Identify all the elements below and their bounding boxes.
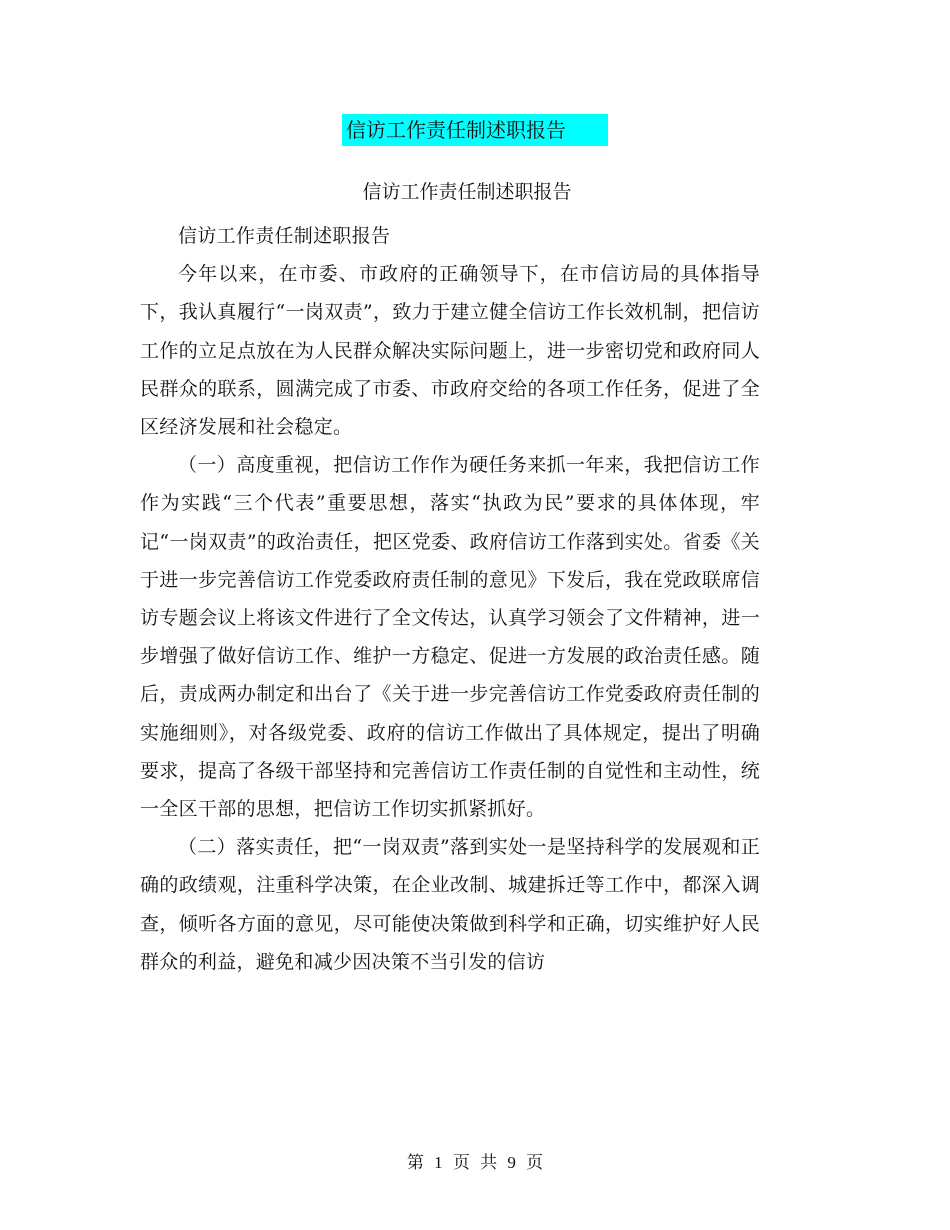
page-footer: 第 1 页 共 9 页 xyxy=(406,1153,544,1172)
document-subtitle: 信访工作责任制述职报告 xyxy=(362,181,572,203)
paragraph-intro: 今年以来，在市委、市政府的正确领导下，在市信访局的具体指导下，我认真履行“一岗双责”，致力于建立健全信访工作长效机制，把信访工作的立足点放在为人民群众解决实际问题上，进一步密切党和政府同人民群众的联系，圆满完成了市委、市政府交给的各项工作任务，促进了全区经济发展和社会稳定。 xyxy=(140,263,760,439)
document-title xyxy=(0,114,950,146)
paragraph-section-2: （二）落实责任，把“一岗双责”落到实处一是坚持科学的发展观和正确的政绩观，注重科学决策，在企业改制、城建拆迁等工作中，都深入调查，倾听各方面的意见，尽可能使决策做到科学和正确，切实维护好人民群众的利益，避免和减少因决策不当引发的信访 xyxy=(140,836,760,973)
paragraph-heading: 信访工作责任制述职报告 xyxy=(178,225,391,247)
document-title-text: 信访工作责任制述职报告 xyxy=(342,114,608,146)
paragraph-section-1: （一）高度重视，把信访工作作为硬任务来抓一年来，我把信访工作作为实践“三个代表”重要思想，落实“执政为民”要求的具体体现，牢记“一岗双责”的政治责任，把区党委、政府信访工作落到实处。省委《关于进一步完善信访工作党委政府责任制的意见》下发后，我在党政联席信访专题会议上将该文件进行了全文传达，认真学习领会了文件精神，进一步增强了做好信访工作、维护一方稳定、促进一方发展的政治责任感。随后，责成两办制定和出台了《关于进一步完善信访工作党委政府责任制的实施细则》，对各级党委、政府的信访工作做出了具体规定，提出了明确要求，提高了各级干部坚持和完善信访工作责任制的自觉性和主动性，统一全区干部的思想，把信访工作切实抓紧抓好。 xyxy=(140,454,760,821)
document-body xyxy=(140,217,760,981)
